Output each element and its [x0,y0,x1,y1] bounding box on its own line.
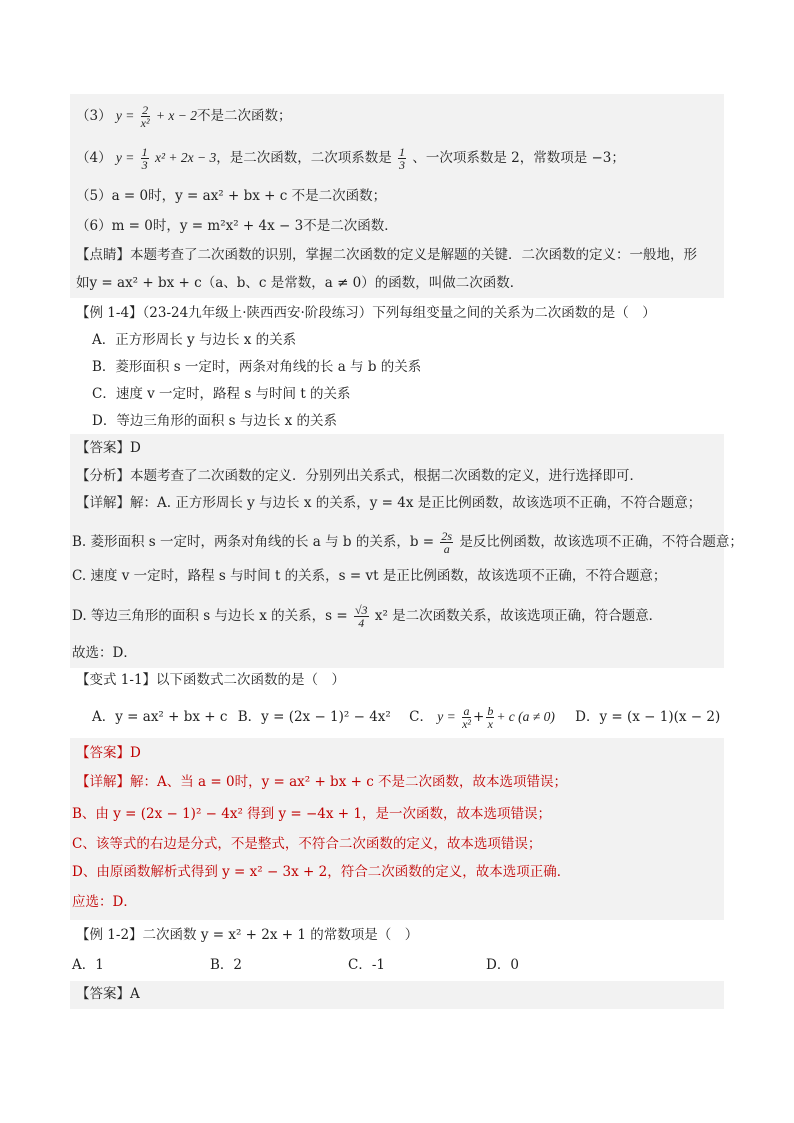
example-1-4-option-b: B．菱形面积 s 一定时，两条对角线的长 a 与 b 的关系 [92,359,422,375]
item-4-frac-den: 3 [141,158,148,172]
item-4-frac-num: 1 [141,145,148,159]
variant-1-1-option-c-rest: + c (a ≠ 0) [496,709,555,724]
variant-1-1-question: 【变式 1-1】以下函数式二次函数的是（ ） [76,672,346,688]
item-3-text: 不是二次函数； [197,108,292,124]
item-3-math2: + x − 2 [155,108,197,123]
item-4-fraction [141,146,149,171]
item-4-math: y = [115,150,135,165]
variant-1-1-options: A．y = ax² + bx + c B．y = (2x − 1)² − 4x² C． y = $\frac{a}{\text{x²}}$ + $\frac{b}{x}$ + c (a ≠ 0) D．y = (x − 1)(x − 2) [92,704,721,731]
variant-1-1-option-d: D．y = (x − 1)(x − 2) [575,709,721,725]
block2-detail-c: C. 速度 v 一定时，路程 s 与时间 t 的关系，s = vt 是正比例函数，故该选项不正确，不符合题意； [72,568,667,584]
block2-detail-b-text1: B. 菱形面积 s 一定时，两条对角线的长 a 与 b 的关系，b = [72,534,435,550]
variant-1-1-option-c-frac1 [462,705,471,730]
example-1-4-option-c: C．速度 v 一定时，路程 s 与时间 t 的关系 [92,386,351,402]
block4-answer: 【答案】A [76,986,140,1002]
variant-1-1-option-c-num2: b [487,704,494,718]
item-3-frac-den: x² [140,116,150,130]
variant-1-1-option-c-prefix: C． [409,709,433,725]
block2-detail-b-den: a [443,542,450,556]
item-4-text1: ，是二次函数，二次项系数是 [216,150,392,166]
block3-answer: 【答案】D [76,745,141,761]
item-3-frac-num: 2 [142,103,149,117]
block2-detail-b-fraction [440,530,453,555]
example-1-2-option-b: B．2 [210,957,243,973]
item-4-coef-fraction [398,146,406,171]
block2-detail-b-text2: 是反比例函数，故该选项不正确，不符合题意； [459,534,743,550]
solution-block-4 [70,981,724,1009]
block2-detail-b [72,530,743,555]
block2-detail-d-text2: x² 是二次函数关系，故该选项正确，符合题意． [374,608,663,624]
example-1-2-option-c: C．-1 [348,957,385,973]
item-4-coef-num: 1 [399,145,406,159]
item-4-math2: x² + 2x − 3 [154,150,217,165]
example-1-4-question: 【例 1-4】（23-24九年级上·陕西西安·阶段练习）下列每组变量之间的关系为二次函数的是（ ） [76,305,656,321]
example-1-4-option-a: A．正方形周长 y 与边长 x 的关系 [92,332,297,348]
variant-1-1-option-c-num1: a [463,704,470,718]
variant-1-1-option-c-den2: x [487,717,493,731]
block2-detail-b-num: 2s [441,529,453,543]
item-5-line: （5）a = 0时，y = ax² + bx + c 不是二次函数； [76,188,387,204]
block2-answer: 【答案】D [76,440,141,456]
item-3-line [76,104,292,129]
block2-detail-d-text1: D. 等边三角形的面积 s 与边长 x 的关系，s = [72,608,348,624]
variant-1-1-option-c-frac2 [486,705,494,730]
solution-block-3 [70,738,724,920]
example-1-4-option-d: D．等边三角形的面积 s 与边长 x 的关系 [92,413,338,429]
block3-detail-d: D、由原函数解析式得到 y = x² − 3x + 2，符合二次函数的定义，故本选项正确． [72,864,571,880]
variant-1-1-option-a: A．y = ax² + bx + c [92,709,228,725]
item-4-line [76,146,625,171]
example-1-2-option-d: D．0 [486,957,519,973]
variant-1-1-option-c-y: y = [437,709,456,724]
block3-detail-a: 【详解】解：A、当 a = 0时，y = ax² + bx + c 不是二次函数，故本选项错误； [76,774,568,790]
example-1-2-question: 【例 1-2】二次函数 y = x² + 2x + 1 的常数项是（ ） [76,927,419,943]
item-6-line: （6）m = 0时，y = m²x² + 4x − 3不是二次函数． [76,218,398,234]
block2-detail-d [72,604,662,629]
block2-detail-a: 【详解】解：A. 正方形周长 y 与边长 x 的关系，y = 4x 是正比例函数，故该选项不正确，不符合题意； [76,495,702,511]
item-4-text2: 、一次项系数是 2，常数项是 −3； [412,150,625,166]
item-3-math: y = [115,108,135,123]
block3-conclusion: 应选：D． [72,894,137,910]
item-3-fraction [141,104,150,129]
example-1-2-option-a: A．1 [72,957,104,973]
variant-1-1-option-b: B．y = (2x − 1)² − 4x² [237,709,391,725]
item-4-prefix: （4） [76,150,112,166]
block3-detail-b: B、由 y = (2x − 1)² − 4x² 得到 y = −4x + 1，是一次函数，故本选项错误； [72,806,551,822]
block2-conclusion: 故选：D． [72,645,137,661]
block3-detail-c: C、该等式的右边是分式，不是整式，不符合二次函数的定义，故本选项错误； [72,836,542,852]
dianjing-line-2: 如y = ax² + bx + c（a、b、c 是常数，a ≠ 0）的函数，叫做二次函数． [76,275,524,291]
block2-detail-d-num: √3 [354,603,368,617]
dianjing-line-1: 【点睛】本题考查了二次函数的识别，掌握二次函数的定义是解题的关键．二次函数的定义：一般地，形 [76,247,697,263]
block2-detail-d-fraction [354,604,369,629]
block2-analysis: 【分析】本题考查了二次函数的定义．分别列出关系式，根据二次函数的定义，进行选择即可． [76,468,643,484]
item-4-coef-den: 3 [399,158,406,172]
block2-detail-d-den: 4 [358,616,365,630]
variant-1-1-option-c-den1: x² [462,717,471,731]
item-3-prefix: （3） [76,108,112,124]
